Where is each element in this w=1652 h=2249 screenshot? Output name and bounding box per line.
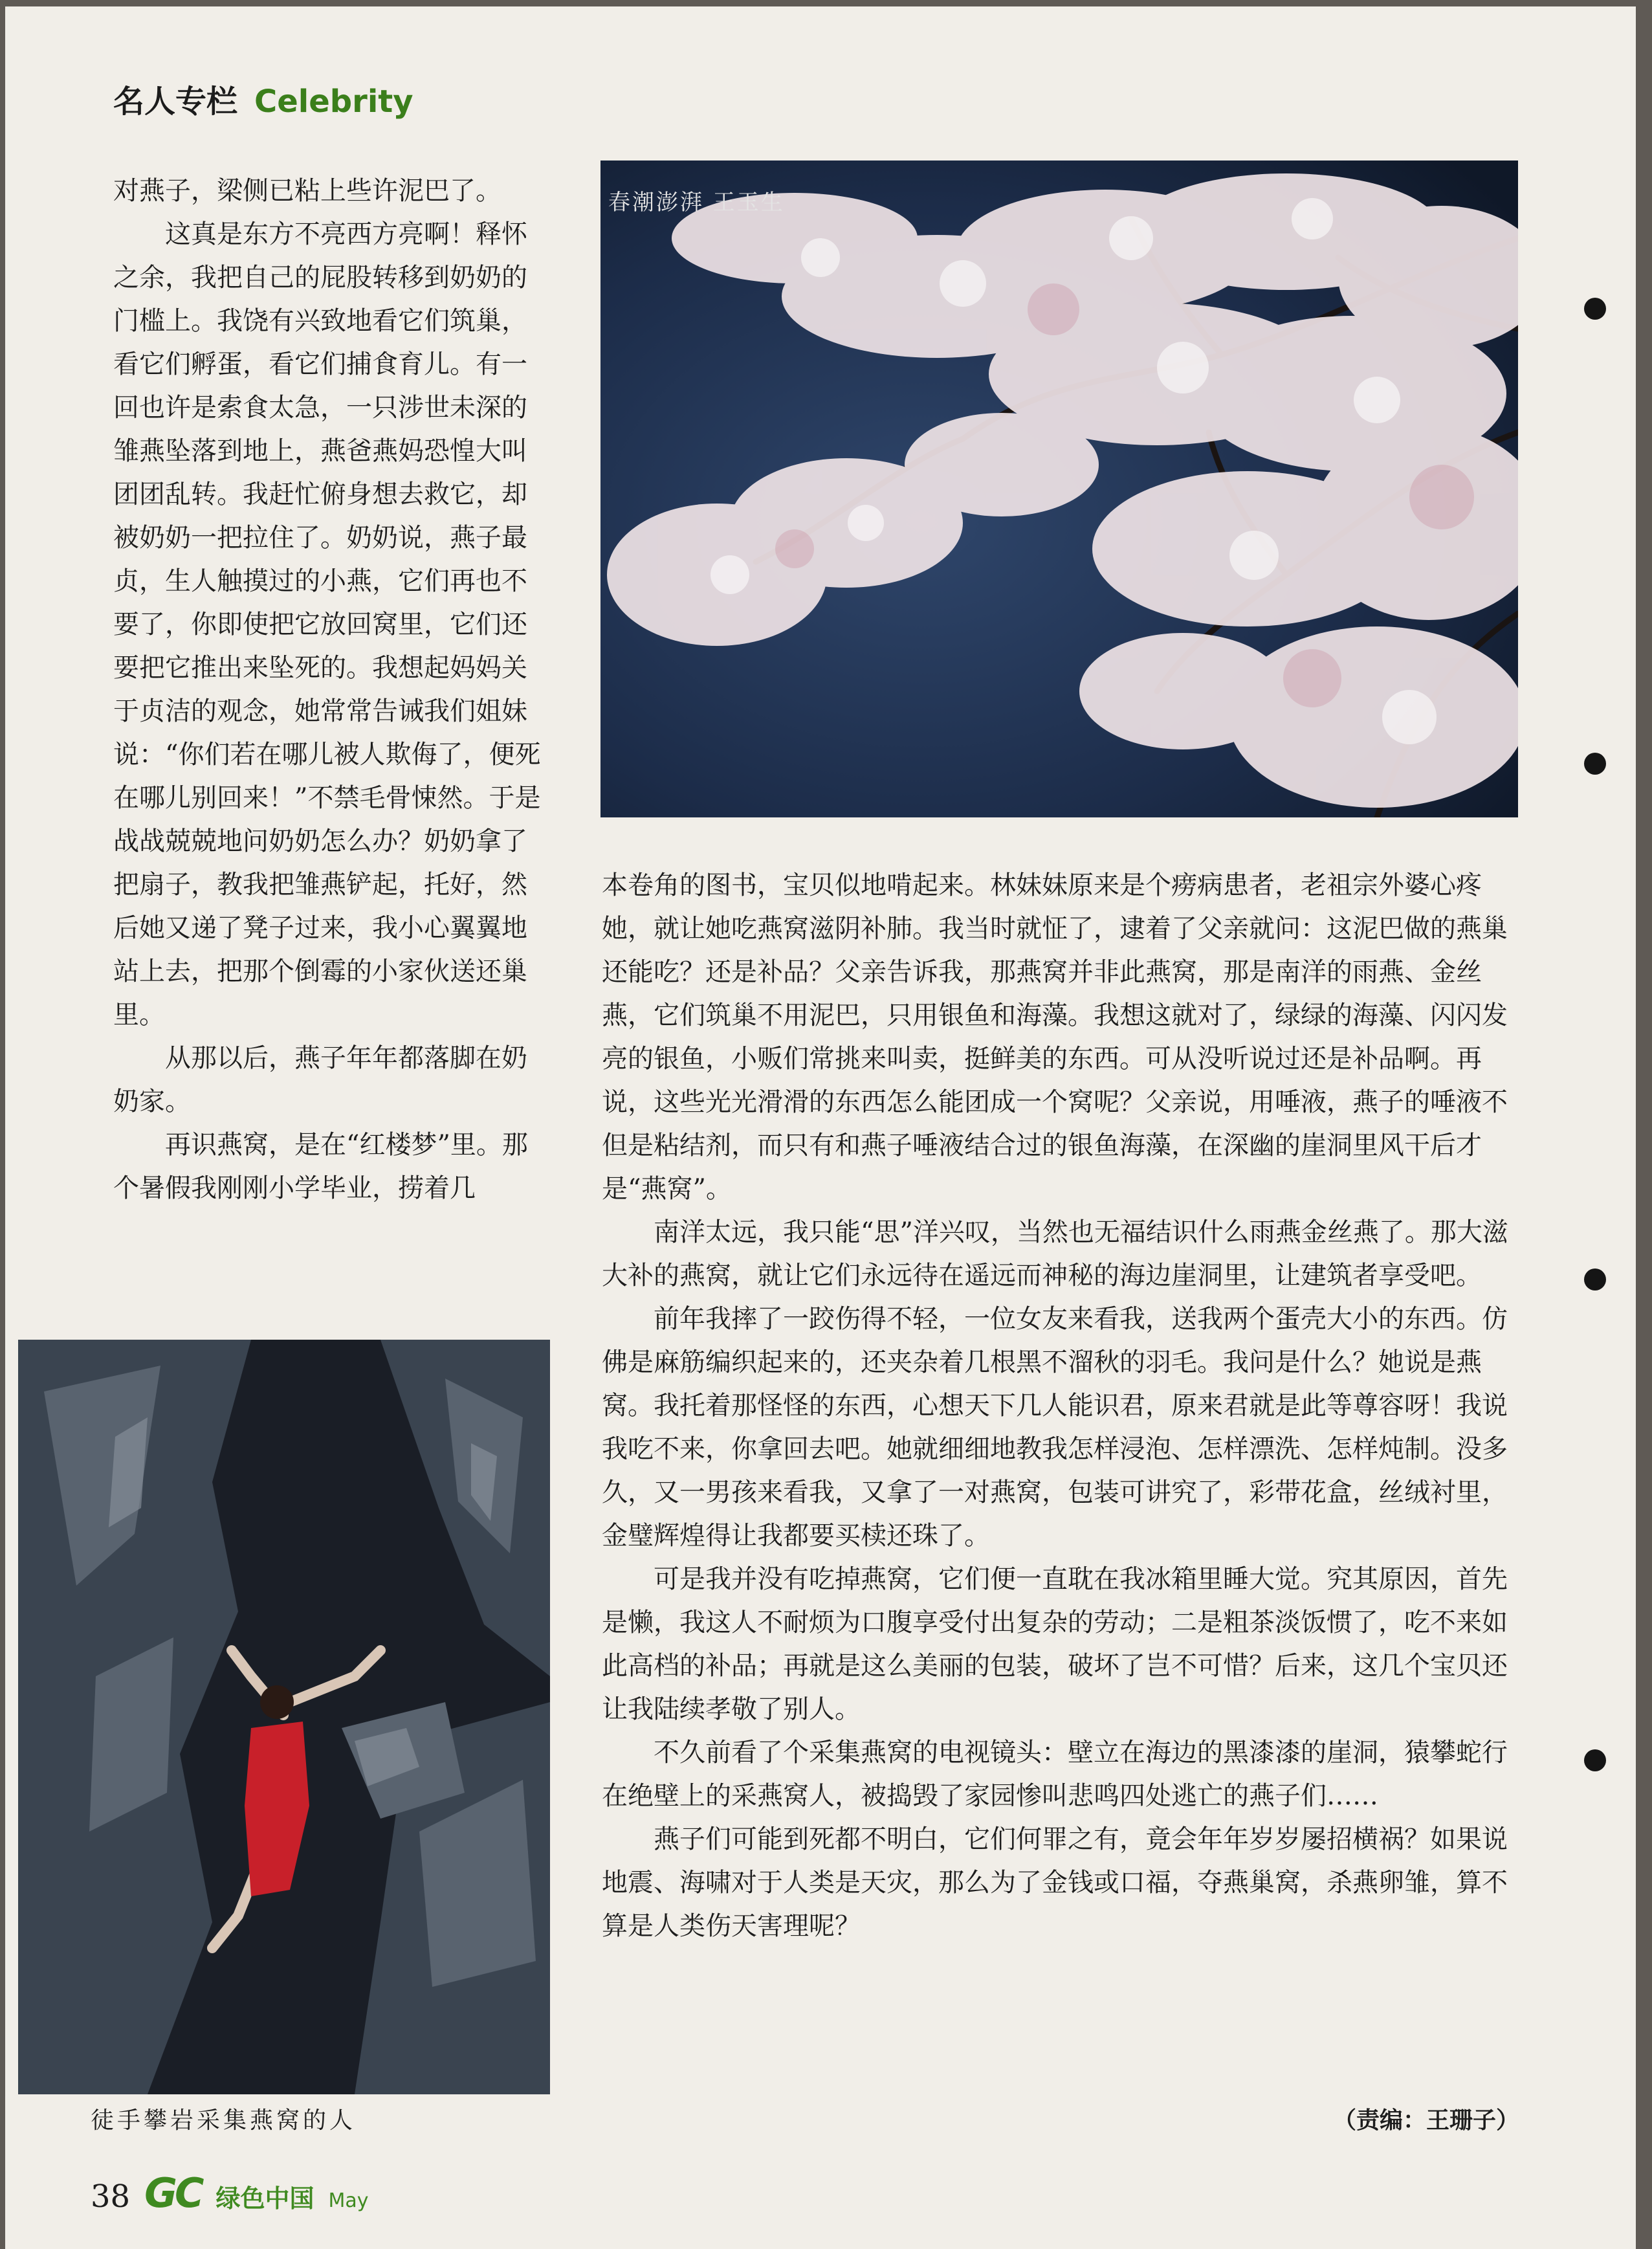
editor-credit: （责编：王珊子） bbox=[1333, 2107, 1520, 2134]
paragraph: 本卷角的图书，宝贝似地啃起来。林妹妹原来是个痨病患者，老祖宗外婆心疼她，就让她吃燕窝滋阴补肺。我当时就怔了，逮着了父亲就问：这泥巴做的燕巢还能吃？还是补品？父亲告诉我，那燕窝并非此燕窝，那是南洋的雨燕、金丝燕，它们筑巢不用泥巴，只用银鱼和海藻。我想这就对了，绿绿的海藻、闪闪发亮的银鱼，小贩们常挑来叫卖，挺鲜美的东西。可从没听说过还是补品啊。再说，这些光光滑滑的东西怎么能团成一个窝呢？父亲说，用唾液，燕子的唾液不但是粘结剂，而只有和燕子唾液结合过的银鱼海藻，在深幽的崖洞里风干后才是“燕窝”。 bbox=[602, 870, 1508, 1204]
paragraph: 从那以后，燕子年年都落脚在奶奶家。 bbox=[113, 1043, 527, 1116]
column-title-en: Celebrity bbox=[254, 83, 413, 120]
climber-photo-caption: 徒手攀岩采集燕窝的人 bbox=[91, 2107, 357, 2134]
left-text-column bbox=[113, 170, 545, 1210]
page-number: 38 bbox=[91, 2178, 131, 2215]
column-title: 名人专栏 bbox=[113, 83, 238, 120]
magazine-name: 绿色中国 bbox=[215, 2184, 314, 2213]
cherry-blossom-illustration bbox=[600, 161, 1518, 817]
paragraph: 对燕子，梁侧已粘上些许泥巴了。 bbox=[113, 176, 501, 206]
page-footer bbox=[91, 2169, 369, 2217]
issue-month: May bbox=[328, 2189, 369, 2212]
paragraph: 不久前看了个采集燕窝的电视镜头：壁立在海边的黑漆漆的崖洞，猿攀蛇行在绝壁上的采燕窝人，被捣毁了家园惨叫悲鸣四处逃亡的燕子们…… bbox=[602, 1738, 1508, 1811]
paragraph: 再识燕窝，是在“红楼梦”里。那个暑假我刚刚小学毕业，捞着几 bbox=[113, 1130, 528, 1203]
binder-hole-4 bbox=[1584, 1749, 1606, 1771]
paragraph: 南洋太远，我只能“思”洋兴叹，当然也无福结识什么雨燕金丝燕了。那大滋大补的燕窝，就让它们永远待在遥远而神秘的海边崖洞里，让建筑者享受吧。 bbox=[602, 1217, 1508, 1291]
binder-hole-1 bbox=[1584, 298, 1606, 320]
cliff-climber-photo bbox=[18, 1340, 550, 2094]
binder-hole-3 bbox=[1584, 1269, 1606, 1291]
photo-credit-caption: 春潮澎湃 王玉生 bbox=[608, 190, 785, 216]
paragraph: 燕子们可能到死都不明白，它们何罪之有，竟会年年岁岁屡招横祸？如果说地震、海啸对于人类是天灾，那么为了金钱或口福，夺燕巢窝，杀燕卵雏，算不算是人类伤天害理呢？ bbox=[602, 1824, 1508, 1941]
paragraph: 这真是东方不亮西方亮啊！释怀之余，我把自己的屁股转移到奶奶的门槛上。我饶有兴致地看它们筑巢，看它们孵蛋，看它们捕食育儿。有一回也许是索食太急，一只涉世未深的雏燕坠落到地上，燕爸燕妈恐惶大叫团团乱转。我赶忙俯身想去救它，却被奶奶一把拉住了。奶奶说，燕子最贞，生人触摸过的小燕，它们再也不要了，你即使把它放回窝里，它们还要把它推出来坠死的。我想起妈妈关于贞洁的观念，她常常告诫我们姐妹说：“你们若在哪儿被人欺侮了，便死在哪儿别回来！”不禁毛骨悚然。于是战战兢兢地问奶奶怎么办？奶奶拿了把扇子，教我把雏燕铲起，托好，然后她又递了凳子过来，我小心翼翼地站上去，把那个倒霉的小家伙送还巢里。 bbox=[113, 219, 541, 1030]
page-edge-left bbox=[0, 0, 5, 2249]
right-text-column bbox=[602, 864, 1530, 1948]
column-header bbox=[113, 76, 413, 121]
magazine-logo: GC bbox=[144, 2169, 202, 2217]
binder-hole-2 bbox=[1584, 753, 1606, 775]
paragraph: 可是我并没有吃掉燕窝，它们便一直耽在我冰箱里睡大觉。究其原因，首先是懒，我这人不耐烦为口腹享受付出复杂的劳动；二是粗茶淡饭惯了，吃不来如此高档的补品；再就是这么美丽的包装，破坏了岂不可惜？后来，这几个宝贝还让我陆续孝敬了别人。 bbox=[602, 1564, 1508, 1724]
page-edge-top bbox=[0, 0, 1652, 6]
cliff-climber-illustration bbox=[18, 1340, 550, 2094]
paragraph: 前年我摔了一跤伤得不轻，一位女友来看我，送我两个蛋壳大小的东西。仿佛是麻筋编织起来的，还夹杂着几根黑不溜秋的羽毛。我问是什么？她说是燕窝。我托着那怪怪的东西，心想天下几人能识君，原来君就是此等尊容呀！我说我吃不来，你拿回去吧。她就细细地教我怎样浸泡、怎样漂洗、怎样炖制。没多久，又一男孩来看我，又拿了一对燕窝，包装可讲究了，彩带花盒，丝绒衬里，金璧辉煌得让我都要买椟还珠了。 bbox=[602, 1304, 1508, 1551]
page-edge-right bbox=[1636, 0, 1652, 2249]
cherry-blossom-photo bbox=[600, 161, 1518, 817]
